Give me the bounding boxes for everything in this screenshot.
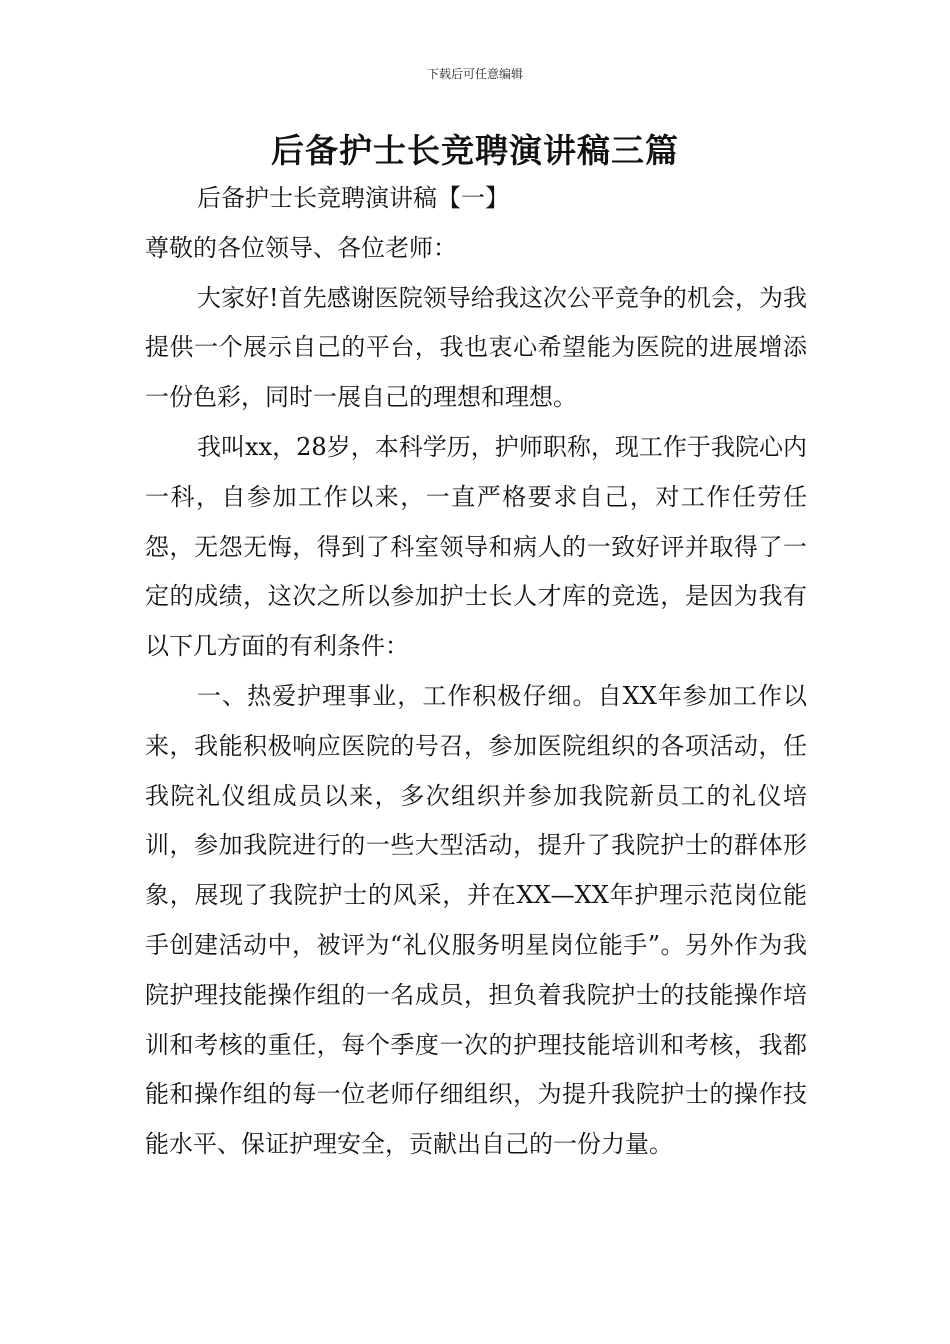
section-subheading: 后备护士长竞聘演讲稿【一】	[197, 184, 509, 212]
paragraph-introduction: 我叫xx，28岁，本科学历，护师职称，现工作于我院心内一科，自参加工作以来，一直严格要求自己，对工作任劳任怨，无怨无悔，得到了科室领导和病人的一致好评并取得了一定的成绩，这次之所以参加护士长人才库的竞选，是因为我有以下几方面的有利条件：	[145, 432, 807, 661]
header-note: 下载后可任意编辑	[426, 67, 523, 81]
paragraph-greeting: 大家好!首先感谢医院领导给我这次公平竞争的机会，为我提供一个展示自己的平台，我也衷心希望能为医院的进展增添一份色彩，同时一展自己的理想和理想。	[145, 283, 807, 412]
document-title: 后备护士长竞聘演讲稿三篇	[271, 131, 679, 170]
salutation: 尊敬的各位领导、各位老师：	[145, 233, 457, 262]
paragraph-point-one: 一、热爱护理事业，工作积极仔细。自XX年参加工作以来，我能积极响应医院的号召，参加医院组织的各项活动，任我院礼仪组成员以来，多次组织并参加我院新员工的礼仪培训，参加我院进行的一些大型活动，提升了我院护士的群体形象，展现了我院护士的风采，并在XX—XX年护理示范岗位能手创建活动中，被评为“礼仪服务明星岗位能手”。另外作为我院护理技能操作组的一名成员，担负着我院护士的技能操作培训和考核的重任，每个季度一次的护理技能培训和考核，我都能和操作组的每一位老师仔细组织，为提升我院护士的操作技能水平、保证护理安全，贡献出自己的一份力量。	[145, 681, 807, 1159]
document-body	[145, 174, 807, 1170]
